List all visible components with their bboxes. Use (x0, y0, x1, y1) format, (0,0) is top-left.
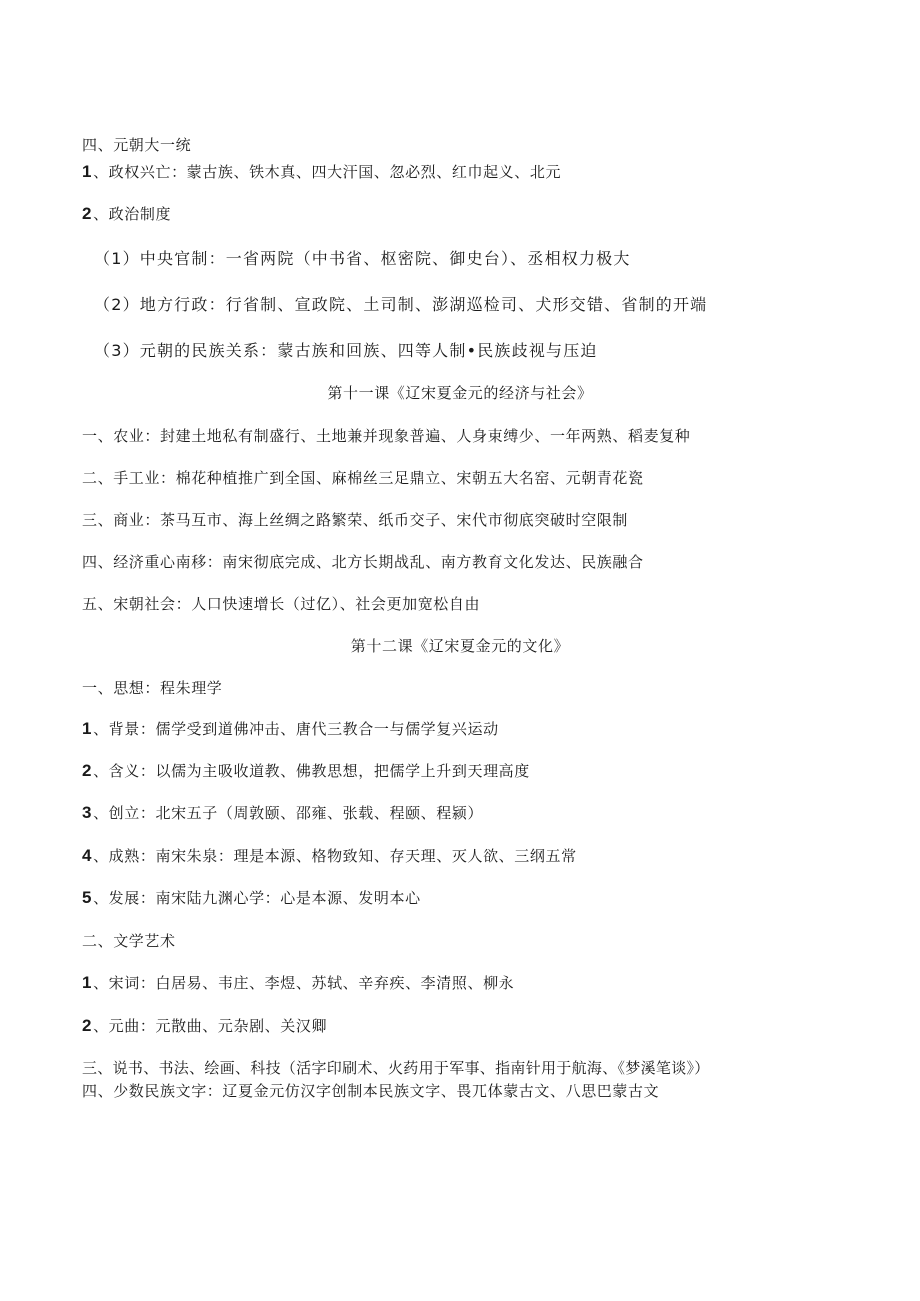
item-text: 、创立：北宋五子（周敦颐、邵雍、张载、程颐、程颍） (93, 804, 484, 822)
yuan-item-2 (82, 203, 171, 224)
item-number: 2 (82, 1016, 93, 1035)
yuan-sub-3: （3）元朝的民族关系：蒙古族和回族、四等人制•民族歧视与压迫 (94, 341, 598, 360)
yuan-sub-1: （1）中央官制：一省两院（中书省、枢密院、御史台）、丞相权力极大 (94, 249, 631, 268)
item-number: 2 (82, 761, 93, 780)
lesson11-item: 五、宋朝社会：人口快速增长（过亿）、社会更加宽松自由 (82, 595, 481, 613)
item-number: 2 (82, 204, 93, 223)
item-number: 4 (82, 846, 93, 865)
item-number: 5 (82, 888, 93, 907)
lesson11-item: 二、手工业：棉花种植推广到全国、麻棉丝三足鼎立、宋朝五大名窑、元朝青花瓷 (82, 469, 644, 487)
lesson11-item: 一、农业：封建土地私有制盛行、土地兼并现象普遍、人身束缚少、一年两熟、稻麦复种 (82, 427, 691, 445)
yuan-heading: 四、元朝大一统 (82, 136, 192, 154)
yuan-item-1 (82, 161, 561, 182)
item-text: 、背景：儒学受到道佛冲击、唐代三教合一与儒学复兴运动 (93, 720, 499, 738)
lesson12-item-4: 四、少数民族文字：辽夏金元仿汉字创制本民族文字、畏兀体蒙古文、八思巴蒙古文 (82, 1082, 660, 1100)
lesson11-title: 第十一课《辽宋夏金元的经济与社会》 (327, 384, 593, 402)
item-text: 、宋词：白居易、韦庄、李煜、苏轼、辛弃疾、李清照、柳永 (93, 974, 515, 992)
thought-item (82, 760, 530, 781)
yuan-sub-2: （2）地方行政：行省制、宣政院、土司制、澎湖巡检司、犬形交错、省制的开端 (94, 295, 708, 314)
item-text: 、政权兴亡：蒙古族、铁木真、四大汗国、忽必烈、红巾起义、北元 (93, 163, 562, 181)
item-text: 、成熟：南宋朱泉：理是本源、格物致知、存天理、灭人欲、三纲五常 (93, 847, 577, 865)
item-number: 1 (82, 162, 93, 181)
thought-heading: 一、思想：程朱理学 (82, 679, 223, 697)
lesson12-title: 第十二课《辽宋夏金元的文化》 (350, 637, 570, 655)
item-text: 、元曲：元散曲、元杂剧、关汉卿 (93, 1017, 328, 1035)
thought-item (82, 887, 421, 908)
thought-item (82, 802, 483, 823)
item-number: 1 (82, 719, 93, 738)
lesson11-item: 三、商业：茶马互市、海上丝绸之路繁荣、纸币交子、宋代市彻底突破时空限制 (82, 511, 629, 529)
lesson11-item: 四、经济重心南移：南宋彻底完成、北方长期战乱、南方教育文化发达、民族融合 (82, 553, 644, 571)
thought-item (82, 718, 499, 739)
literature-heading: 二、文学艺术 (82, 932, 176, 950)
thought-item (82, 845, 577, 866)
item-number: 3 (82, 803, 93, 822)
literature-item (82, 1015, 327, 1036)
item-number: 1 (82, 973, 93, 992)
literature-item (82, 972, 514, 993)
lesson12-item-3: 三、说书、书法、绘画、科技（活字印刷术、火药用于军事、指南针用于航海、《梦溪笔谈》） (82, 1059, 710, 1077)
item-text: 、政治制度 (93, 205, 172, 223)
item-text: 、含义：以儒为主吸收道教、佛教思想，把儒学上升到天理高度 (93, 762, 530, 780)
item-text: 、发展：南宋陆九渊心学：心是本源、发明本心 (93, 889, 421, 907)
